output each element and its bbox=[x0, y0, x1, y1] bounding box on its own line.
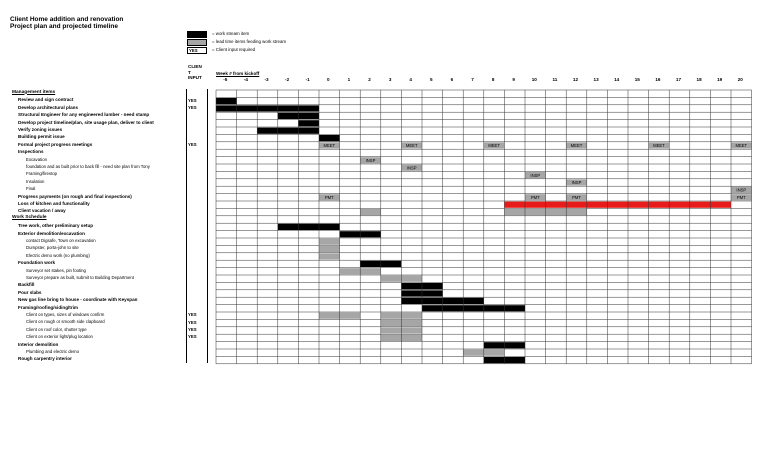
week-number: -3 bbox=[264, 77, 269, 82]
week-number: 3 bbox=[388, 77, 392, 82]
work-stream-bar bbox=[298, 120, 319, 126]
legend-lead-swatch bbox=[187, 39, 207, 46]
title-line-1: Client Home addition and renovation bbox=[10, 16, 124, 23]
week-number: 15 bbox=[634, 77, 640, 82]
bar-tag: MEET bbox=[735, 143, 748, 149]
week-number: 20 bbox=[737, 77, 743, 82]
task-label: Inspections bbox=[18, 149, 44, 155]
week-number: 6 bbox=[450, 77, 454, 82]
subtask-label: Surveyor set stakes, pin footing bbox=[26, 267, 86, 273]
work-stream-bar bbox=[278, 224, 340, 230]
task-label: Formal project progress meetings bbox=[18, 141, 93, 147]
task-label: Loss of kitchen and functionality bbox=[18, 201, 90, 206]
week-header: Week # from kickoff bbox=[216, 71, 260, 76]
client-input-flag: YES bbox=[188, 105, 197, 110]
task-label: Building permit issue bbox=[18, 134, 65, 140]
subtask-label: contact Digsafe, Town on excavation bbox=[26, 238, 96, 243]
bar-tag: MEET bbox=[653, 143, 665, 149]
week-number: -5 bbox=[223, 77, 228, 82]
bar-tag: INSP bbox=[736, 187, 747, 193]
subtask-label: Client on rough or smooth side clapboard bbox=[26, 319, 105, 325]
week-number: 10 bbox=[531, 77, 537, 82]
legend-lead-text: = lead time items feeding work stream bbox=[212, 39, 287, 44]
client-input-flag: YES bbox=[188, 142, 197, 147]
client-input-flag: YES bbox=[188, 312, 197, 318]
bar-tag: MEET bbox=[570, 143, 583, 149]
task-label: Develop architectural plans bbox=[18, 104, 78, 110]
legend-work-text: = work stream item bbox=[212, 31, 250, 36]
task-label: New gas line bring to house - coordinate with Keyspan bbox=[18, 297, 138, 303]
task-label: Framing/roofing/siding/trim bbox=[18, 304, 78, 310]
subtask-label: Final bbox=[26, 186, 36, 192]
subtask-label: Surveyor prepare as built, submit to Building Department bbox=[26, 275, 134, 280]
client-input-flag: YES bbox=[188, 97, 197, 103]
week-number: 1 bbox=[347, 77, 351, 82]
bar-tag: MEET bbox=[488, 143, 500, 149]
task-label: Client vacation / away bbox=[18, 208, 66, 214]
subtask-label: foundation and as built prior to back fill - need site plan from Tony bbox=[26, 164, 150, 169]
client-input-flag: YES bbox=[188, 327, 197, 332]
task-label: Interior demolition bbox=[18, 341, 59, 347]
week-number: 8 bbox=[491, 77, 495, 82]
bar-tag: INSP bbox=[571, 180, 582, 186]
work-stream-bar bbox=[216, 105, 319, 111]
task-label: Develop project timeline/plan, site usage plan, deliver to client bbox=[18, 119, 154, 125]
work-stream-bar bbox=[257, 128, 319, 134]
lead-time-bar bbox=[360, 209, 381, 215]
week-number: -4 bbox=[243, 77, 248, 82]
subtask-label: Excavation bbox=[26, 156, 48, 162]
task-label: Foundation work bbox=[18, 260, 56, 266]
week-number: 12 bbox=[572, 77, 579, 82]
task-label: Verify zoning issues bbox=[18, 127, 63, 132]
week-number: 19 bbox=[717, 77, 723, 82]
task-label: Backfill bbox=[18, 282, 35, 288]
task-label: Structural Engineer for any engineered lumber - need stamp bbox=[18, 112, 150, 118]
subtask-label: Client on types, sizes of windows confirm bbox=[26, 312, 105, 317]
gantt-grid bbox=[215, 89, 753, 365]
bar-tag: INSP bbox=[406, 165, 417, 171]
bar-tag: PMT bbox=[572, 195, 581, 200]
subtask-label: Plumbing and electric demo bbox=[26, 349, 80, 354]
legend-client-swatch: YES bbox=[187, 47, 207, 54]
client-input-header: CLIEN T INPUT bbox=[188, 64, 202, 80]
section-heading: Management items bbox=[12, 89, 56, 95]
bar-tag: PMT bbox=[530, 195, 540, 200]
subtask-label: Framing/firestop bbox=[26, 171, 58, 177]
subtask-label: Insulation bbox=[26, 178, 45, 184]
work-stream-bar bbox=[216, 98, 237, 104]
section-heading: Work Schedule bbox=[12, 215, 47, 221]
week-number: 17 bbox=[675, 77, 682, 82]
bar-tag: PMT bbox=[324, 195, 334, 200]
client-input-flag: YES bbox=[188, 319, 197, 325]
week-number: -1 bbox=[305, 77, 310, 82]
title-line-2: Project plan and projected timeline bbox=[10, 23, 118, 30]
week-number: 11 bbox=[552, 77, 558, 82]
legend-work-swatch bbox=[187, 31, 207, 38]
work-stream-bar bbox=[422, 305, 525, 311]
client-input-flag: YES bbox=[188, 334, 197, 340]
week-number: 5 bbox=[430, 77, 433, 82]
week-number: 9 bbox=[512, 77, 515, 82]
week-number: 13 bbox=[593, 77, 599, 82]
task-label: Exterior demolition/excavation bbox=[18, 230, 85, 236]
client-input-column bbox=[186, 89, 208, 363]
subtask-label: Electric demo work (no plumbing) bbox=[26, 252, 90, 258]
work-stream-bar bbox=[319, 135, 340, 141]
bar-tag: INSP bbox=[365, 158, 376, 163]
bar-tag: MEET bbox=[323, 143, 336, 149]
task-label: Rough carpentry interior bbox=[18, 356, 72, 362]
bar-tag: MEET bbox=[405, 143, 418, 149]
bar-tag: INSP bbox=[530, 172, 541, 178]
subtask-label: Dumpster, porta-john to site bbox=[26, 245, 79, 251]
task-label: Tree work, other preliminary setup bbox=[18, 223, 94, 229]
week-number: 2 bbox=[368, 77, 371, 82]
week-number: 14 bbox=[614, 77, 620, 82]
week-number: 18 bbox=[696, 77, 702, 82]
week-number: -2 bbox=[285, 77, 290, 82]
lead-time-bar bbox=[319, 239, 340, 245]
subtask-label: Client on exterior light/plug location bbox=[26, 334, 93, 340]
task-label: Progress payments (on rough and final inspections) bbox=[18, 193, 132, 199]
subtask-label: Client on roof color, shutter type bbox=[26, 326, 87, 332]
week-number: 7 bbox=[471, 77, 474, 82]
bar-tag: PMT bbox=[736, 195, 746, 200]
critical-bar bbox=[504, 202, 731, 208]
task-label: Review and sign contract bbox=[18, 97, 74, 103]
legend-client-text: = Client input required bbox=[212, 47, 256, 52]
lead-time-bar bbox=[319, 253, 340, 259]
task-label: Pour slabs bbox=[18, 289, 42, 295]
lead-time-bar bbox=[319, 246, 340, 252]
week-number: 0 bbox=[327, 77, 330, 82]
week-number: 16 bbox=[655, 77, 661, 82]
week-number: 4 bbox=[409, 77, 412, 82]
